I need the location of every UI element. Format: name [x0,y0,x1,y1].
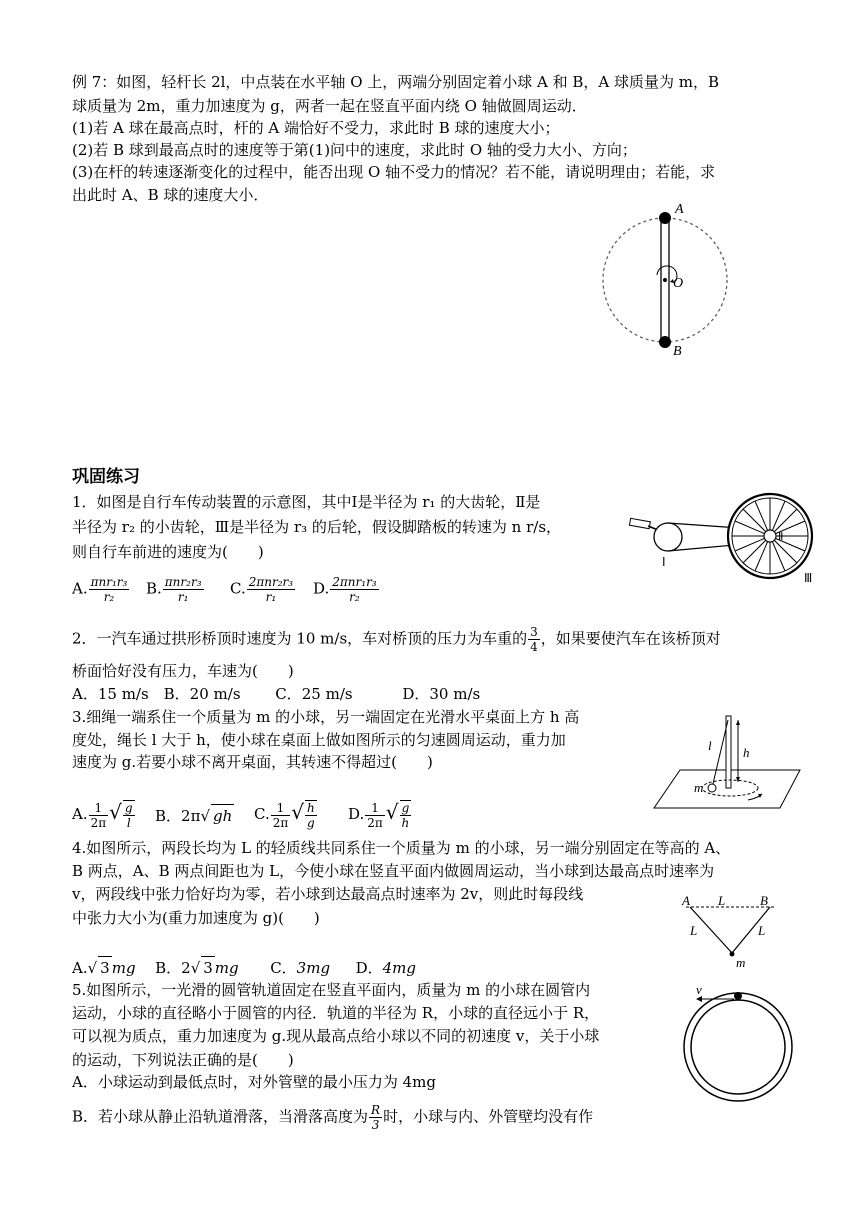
label-l-right: L [758,923,766,938]
q2-line-1: 2．一汽车通过拱形桥顶时速度为 10 m/s，车对桥顶的压力为车重的 $\frac{3}{4}$ ，如果要使汽车在该桥顶对 [72,625,721,654]
ex7-line-1: 例 7：如图，轻杆长 2l，中点装在水平轴 O 上，两端分别固定着小球 A 和 B，A 球质量为 m，B [72,73,720,91]
axis-o [663,278,667,282]
q5-option-a: A．小球运动到最低点时，对外管壁的最小压力为 4mg [72,1073,436,1091]
ex7-line-4: (2)若 B 球到最高点时的速度等于第(1)问中的速度，求此时 O 轴的受力大小、方向； [72,141,637,159]
q3-option-b: B．2π√ gh [155,804,234,827]
label-h: h [743,745,750,760]
q1-option-b: B. $\frac{\text{πnr₂r₃}}{\text{r₁}}$ [146,575,202,604]
label-gear-ii: Ⅱ [778,531,784,543]
ex7-line-6: 出此时 A、B 球的速度大小． [72,186,269,204]
q3-line-1: 3.细绳一端系住一个质量为 m 的小球，另一端固定在光滑水平桌面上方 h 高 [72,708,580,726]
label-m: m [694,780,704,795]
tube-inner [691,1000,785,1094]
ex7-rod-figure [595,200,735,360]
large-gear [654,523,682,551]
label-o: O [673,276,684,291]
q3-option-c: C. $\frac{1}{2\pi}$ √ $\frac{h}{g}$ [254,800,315,830]
label-m: m [736,955,746,970]
string-ball-table-figure [650,712,810,812]
label-b: B [760,893,768,908]
q1-line-3: 则自行车前进的速度为( ) [72,543,264,561]
q1-line-1: 1．如图是自行车传动装置的示意图，其中Ⅰ是半径为 r₁ 的大齿轮，Ⅱ是 [72,493,541,511]
q1-option-c: C. $\frac{\text{2πnr₂r₃}}{\text{r₁}}$ [230,575,294,604]
ex7-line-5: (3)在杆的转速逐渐变化的过程中，能否出现 O 轴不受力的情况？若不能，请说明理由；若能，求 [72,163,716,181]
q5-line-4: 的运动，下列说法正确的是( ) [72,1051,294,1069]
pedal [629,518,650,528]
label-v: v [696,985,702,997]
bicycle-drive-figure [628,482,818,587]
q1-option-a: A. $\frac{\text{πnr₁r₃}}{\text{r₂}}$ [72,575,128,604]
ex7-line-3: (1)若 A 球在最高点时，杆的 A 端恰好不受力，求此时 B 球的速度大小； [72,119,560,137]
label-l: l [708,738,712,753]
q3-line-2: 度处，绳长 l 大于 h，使小球在桌面上做如图所示的匀速圆周运动，重力加 [72,731,566,749]
ball-b [659,336,671,348]
q2-line-2: 桥面恰好没有压力，车速为( ) [72,662,294,680]
tube-outer [684,993,792,1101]
q4-option-d: D．4mg [355,959,417,977]
q1-line-2: 半径为 r₂ 的小齿轮，Ⅲ是半径为 r₃ 的后轮，假设脚踏板的转速为 n r/s， [72,518,562,536]
q4-option-c: C．3mg [270,959,331,977]
two-string-pendulum-figure [676,893,786,973]
q4-line-3: v，两段线中张力恰好均为零，若小球到达最高点时速率为 2v，则此时每段线 [72,885,584,903]
label-b: B [673,344,682,359]
q5-option-b: B．若小球从静止沿轨道滑落，当滑落高度为 $\frac{R}{3}$ 时，小球与内、外管壁均没有作 [72,1103,594,1132]
label-a: A [675,202,684,217]
small-gear [764,530,776,542]
label-wheel-iii: Ⅲ [804,571,813,585]
circular-tube-figure [676,985,801,1103]
ball [734,992,742,1000]
q5-line-2: 运动，小球的直径略小于圆管的内径．轨道的半径为 R，小球的直径远小于 R， [72,1004,600,1022]
q5-line-3: 可以视为质点，重力加速度为 g.现从最高点给小球以不同的初速度 v，关于小球 [72,1027,600,1045]
q4-line-1: 4.如图所示，两段长均为 L 的轻质线共同系住一个质量为 m 的小球，另一端分别固定在等高的 A、 [72,839,731,857]
ball-a [659,212,671,224]
q4-line-4: 中张力大小为(重力加速度为 g)( ) [72,909,320,927]
label-a: A [682,893,690,908]
ball [708,784,716,792]
q4-option-a: A.√ 3 mg [72,959,136,977]
label-l-left: L [690,923,698,938]
label-gear-i: Ⅰ [662,555,666,569]
q4-options [72,956,416,979]
q3-line-3: 速度为 g.若要小球不离开桌面，其转速不得超过( ) [72,753,433,771]
q4-option-b: B．2√ 3 mg [155,959,239,977]
section-title: 巩固练习 [72,467,140,487]
label-l-top: L [718,893,726,908]
q4-line-2: B 两点，A、B 两点间距也为 L，今使小球在竖直平面内做圆周运动，当小球到达最高点时速率为 [72,862,715,880]
q2-options: A．15 m/s B．20 m/s C．25 m/s D．30 m/s [72,685,481,703]
q3-option-d: D. $\frac{1}{2\pi}$ √ $\frac{g}{h}$ [348,800,410,830]
q3-option-a: A. $\frac{1}{2\pi}$ √ $\frac{g}{l}$ [72,800,133,830]
q1-option-d: D. $\frac{\text{2πnr₁r₃}}{\text{r₂}}$ [313,575,377,604]
q5-line-1: 5.如图所示，一光滑的圆管轨道固定在竖直平面内，质量为 m 的小球在圆管内 [72,981,591,999]
ex7-line-2: 球质量为 2m，重力加速度为 g，两者一起在竖直平面内绕 O 轴做圆周运动． [72,97,587,115]
ball [730,952,735,957]
